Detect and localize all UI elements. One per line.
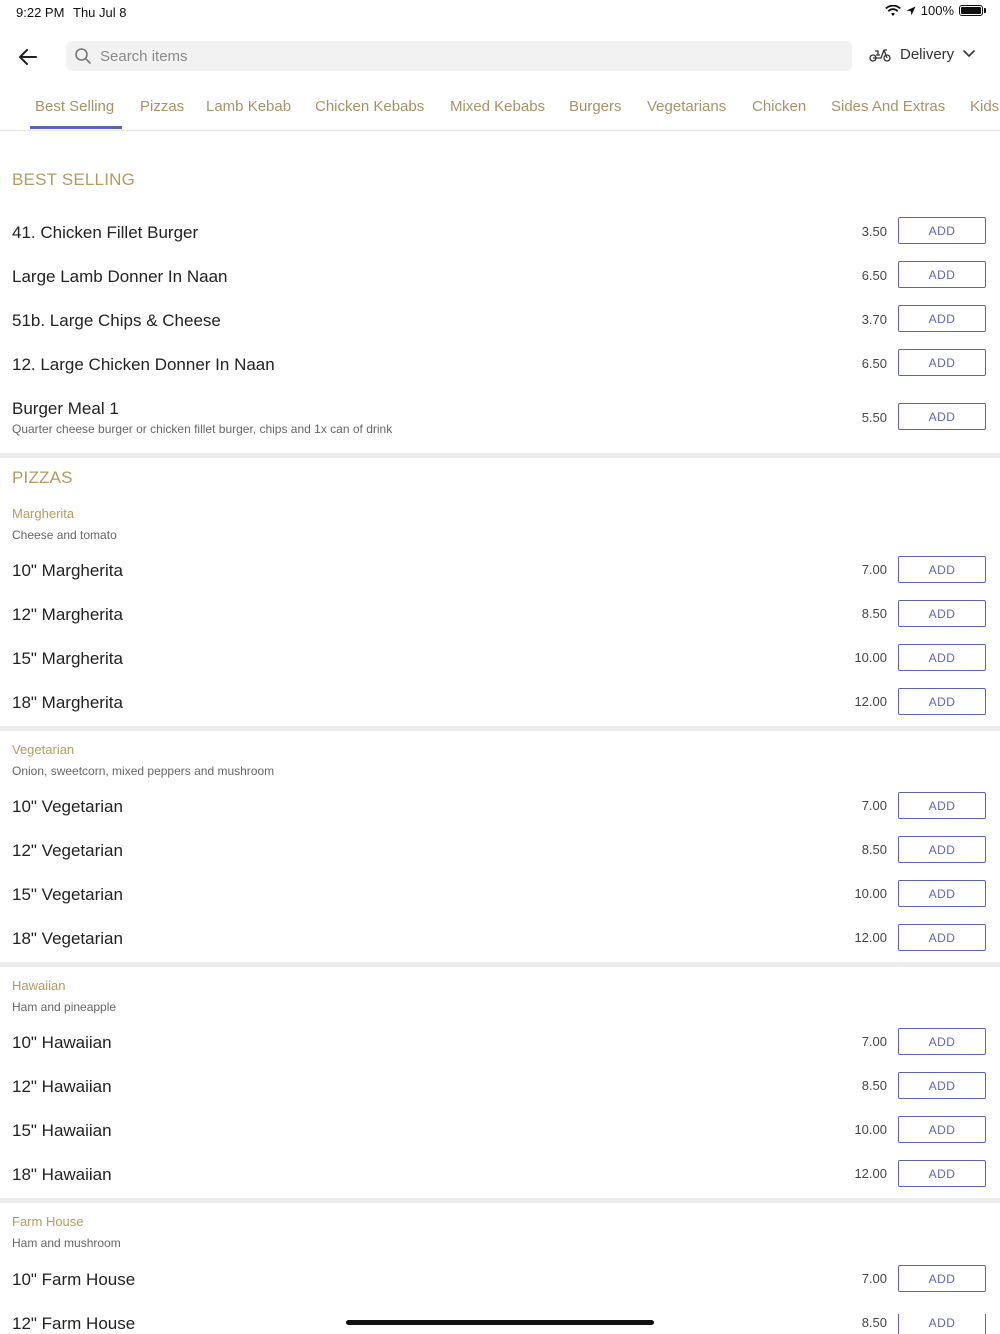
menu-item bbox=[0, 311, 1000, 355]
section-divider bbox=[0, 453, 1000, 458]
group-title-margherita: Margherita bbox=[12, 506, 75, 521]
add-button[interactable]: ADD bbox=[898, 836, 986, 863]
item-name: 12" Farm House bbox=[12, 1314, 136, 1333]
status-time: 9:22 PM bbox=[16, 5, 65, 20]
item-price: 7.00 bbox=[861, 798, 887, 813]
item-name: 18" Margherita bbox=[12, 693, 123, 712]
search-input[interactable] bbox=[98, 47, 802, 66]
chevron-down-icon bbox=[962, 49, 976, 59]
add-button[interactable]: ADD bbox=[898, 1160, 986, 1187]
delivery-selector[interactable] bbox=[868, 45, 976, 63]
item-price: 12.00 bbox=[854, 1166, 887, 1181]
item-name: 10" Hawaiian bbox=[12, 1033, 112, 1052]
group-title-hawaiian: Hawaiian bbox=[12, 978, 66, 993]
tab-best-selling[interactable]: Best Selling bbox=[35, 98, 115, 115]
item-name: 10" Farm House bbox=[12, 1270, 136, 1289]
back-arrow-icon[interactable] bbox=[16, 44, 42, 70]
add-button[interactable]: ADD bbox=[898, 217, 986, 244]
item-price: 10.00 bbox=[854, 650, 887, 665]
add-button[interactable]: ADD bbox=[898, 1265, 986, 1292]
menu-item bbox=[0, 605, 1000, 649]
item-price: 8.50 bbox=[861, 1078, 887, 1093]
menu-item bbox=[0, 1121, 1000, 1165]
add-button[interactable]: ADD bbox=[898, 792, 986, 819]
add-button[interactable]: ADD bbox=[898, 880, 986, 907]
item-price: 6.50 bbox=[861, 268, 887, 283]
item-price: 8.50 bbox=[861, 842, 887, 857]
status-date: Thu Jul 8 bbox=[73, 5, 127, 20]
group-description: Ham and pineapple bbox=[12, 1000, 117, 1014]
item-name: 18" Hawaiian bbox=[12, 1165, 112, 1184]
add-button[interactable]: ADD bbox=[898, 261, 986, 288]
item-price: 12.00 bbox=[854, 930, 887, 945]
add-button[interactable]: ADD bbox=[898, 349, 986, 376]
tab-kids[interactable]: Kids bbox=[970, 98, 1000, 115]
add-button[interactable]: ADD bbox=[898, 305, 986, 332]
item-name: 12" Vegetarian bbox=[12, 841, 123, 860]
category-tabs bbox=[0, 88, 1000, 131]
wifi-icon bbox=[885, 5, 901, 17]
group-description: Onion, sweetcorn, mixed peppers and mushroom bbox=[12, 764, 275, 778]
item-price: 8.50 bbox=[861, 1315, 887, 1330]
scooter-icon bbox=[868, 45, 892, 63]
item-name: 10" Vegetarian bbox=[12, 797, 123, 816]
add-button[interactable]: ADD bbox=[898, 403, 986, 430]
add-button[interactable]: ADD bbox=[898, 1072, 986, 1099]
group-divider bbox=[0, 726, 1000, 731]
item-price: 3.70 bbox=[861, 312, 887, 327]
header bbox=[0, 40, 1000, 72]
item-name: 12. Large Chicken Donner In Naan bbox=[12, 355, 275, 374]
add-button[interactable]: ADD bbox=[898, 1028, 986, 1055]
item-price: 5.50 bbox=[861, 410, 887, 425]
item-name: 12" Margherita bbox=[12, 605, 123, 624]
group-description: Ham and mushroom bbox=[12, 1236, 121, 1250]
group-divider bbox=[0, 1198, 1000, 1203]
item-price: 3.50 bbox=[861, 224, 887, 239]
tab-chicken-kebabs[interactable]: Chicken Kebabs bbox=[315, 98, 425, 115]
item-name: 15" Margherita bbox=[12, 649, 123, 668]
group-description: Cheese and tomato bbox=[12, 528, 117, 542]
menu-item bbox=[0, 1270, 1000, 1314]
battery-tip bbox=[984, 8, 986, 13]
status-right bbox=[885, 3, 986, 18]
item-name: Burger Meal 1 bbox=[12, 399, 119, 418]
tab-lamb-kebab[interactable]: Lamb Kebab bbox=[206, 98, 292, 115]
active-tab-indicator bbox=[30, 126, 122, 129]
menu-item bbox=[0, 885, 1000, 929]
item-name: Large Lamb Donner In Naan bbox=[12, 267, 228, 286]
group-divider bbox=[0, 962, 1000, 967]
tab-pizzas[interactable]: Pizzas bbox=[140, 98, 185, 115]
location-arrow-icon bbox=[906, 6, 916, 16]
add-button[interactable]: ADD bbox=[898, 1116, 986, 1143]
item-name: 15" Hawaiian bbox=[12, 1121, 112, 1140]
item-price: 7.00 bbox=[861, 1271, 887, 1286]
search-bar[interactable] bbox=[66, 41, 852, 71]
menu-item bbox=[0, 1077, 1000, 1121]
add-button[interactable]: ADD bbox=[898, 688, 986, 715]
menu-item bbox=[0, 267, 1000, 311]
menu-item bbox=[0, 561, 1000, 605]
item-price: 8.50 bbox=[861, 606, 887, 621]
menu-item bbox=[0, 1033, 1000, 1077]
item-price: 6.50 bbox=[861, 356, 887, 371]
section-title-best-selling: BEST SELLING bbox=[12, 170, 136, 189]
item-name: 41. Chicken Fillet Burger bbox=[12, 223, 199, 242]
tab-sides-and-extras[interactable]: Sides And Extras bbox=[831, 98, 946, 115]
tab-vegetarians[interactable]: Vegetarians bbox=[647, 98, 727, 115]
group-title-vegetarian: Vegetarian bbox=[12, 742, 75, 757]
status-bar bbox=[0, 0, 1000, 24]
tab-burgers[interactable]: Burgers bbox=[569, 98, 622, 115]
search-icon bbox=[74, 47, 92, 65]
add-button[interactable]: ADD bbox=[898, 924, 986, 951]
add-button[interactable]: ADD bbox=[898, 644, 986, 671]
item-description: Quarter cheese burger or chicken fillet burger, chips and 1x can of drink bbox=[12, 422, 393, 436]
add-button[interactable]: ADD bbox=[898, 556, 986, 583]
item-price: 7.00 bbox=[861, 562, 887, 577]
item-name: 51b. Large Chips & Cheese bbox=[12, 311, 221, 330]
menu-item bbox=[0, 649, 1000, 693]
battery-icon bbox=[959, 5, 983, 16]
add-button[interactable]: ADD bbox=[898, 600, 986, 627]
menu-item bbox=[0, 223, 1000, 267]
tab-mixed-kebabs[interactable]: Mixed Kebabs bbox=[450, 98, 546, 115]
item-price: 12.00 bbox=[854, 694, 887, 709]
home-indicator bbox=[346, 1320, 654, 1325]
menu-item bbox=[0, 841, 1000, 885]
menu-item bbox=[0, 797, 1000, 841]
add-button[interactable]: ADD bbox=[898, 1314, 986, 1334]
menu-item bbox=[0, 355, 1000, 399]
delivery-label: Delivery bbox=[900, 45, 955, 63]
item-name: 10" Margherita bbox=[12, 561, 123, 580]
item-price: 10.00 bbox=[854, 1122, 887, 1137]
menu-item bbox=[0, 399, 1000, 443]
item-name: 15" Vegetarian bbox=[12, 885, 123, 904]
tab-chicken[interactable]: Chicken bbox=[752, 98, 807, 115]
item-name: 18" Vegetarian bbox=[12, 929, 123, 948]
item-name: 12" Hawaiian bbox=[12, 1077, 112, 1096]
group-title-farm-house: Farm House bbox=[12, 1214, 84, 1229]
item-price: 10.00 bbox=[854, 886, 887, 901]
section-title-pizzas: PIZZAS bbox=[12, 468, 73, 487]
battery-percent: 100% bbox=[920, 3, 954, 18]
item-price: 7.00 bbox=[861, 1034, 887, 1049]
